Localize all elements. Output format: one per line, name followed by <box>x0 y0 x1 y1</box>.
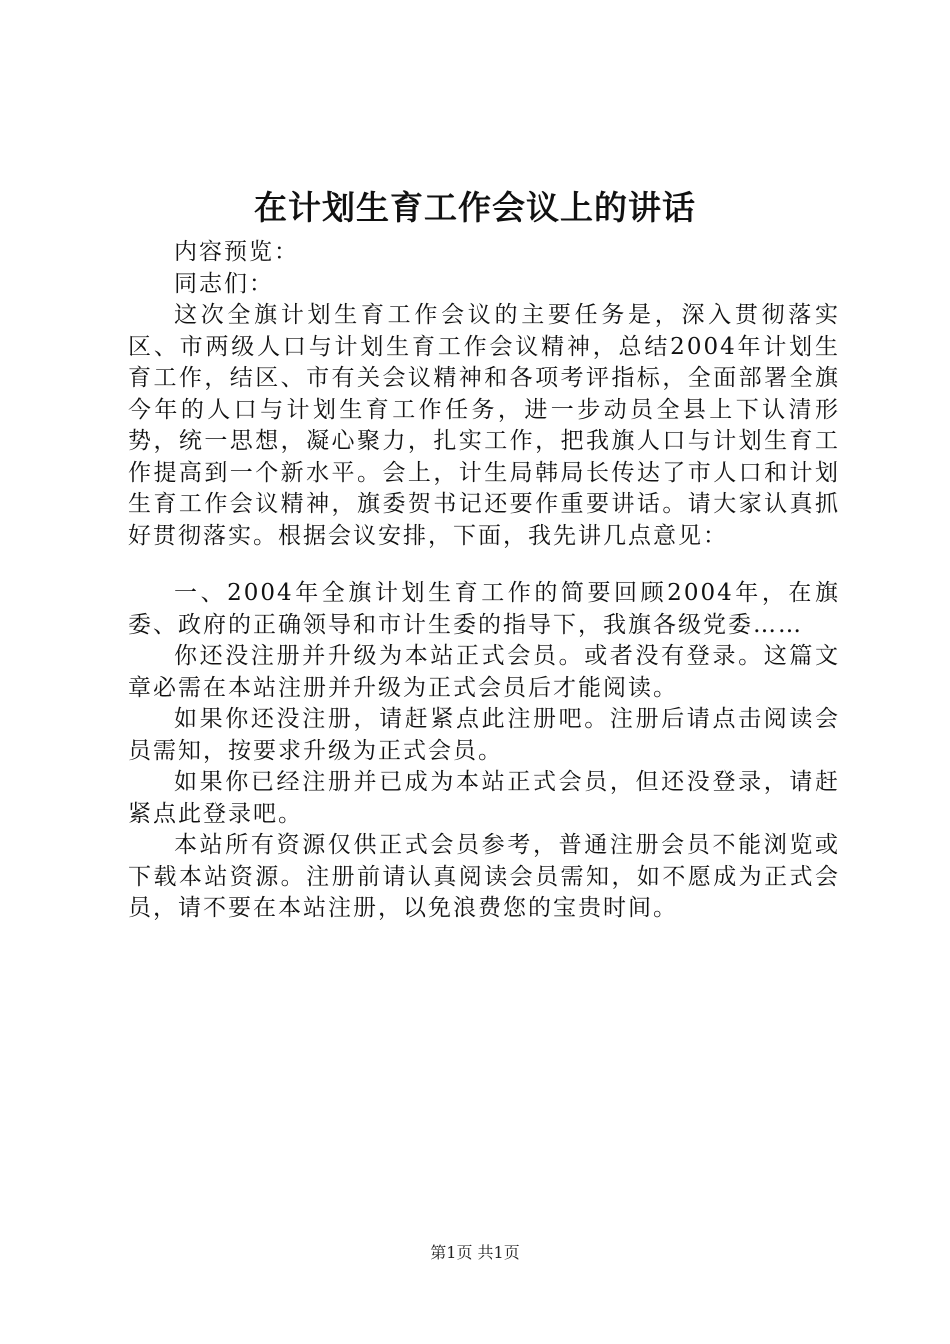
document-title: 在计划生育工作会议上的讲话 <box>254 188 696 227</box>
paragraph-intro: 这次全旗计划生育工作会议的主要任务是，深入贯彻落实区、市两级人口与计划生育工作会议精神，总结2004年计划生育工作，结区、市有关会议精神和各项考评指标，全面部署全旗今年的人口与计划生育工作任务，进一步动员全县上下认清形势，统一思想，凝心聚力，扎实工作，把我旗人口与计划生育工作提高到一个新水平。会上，计生局韩局长传达了市人口和计划生育工作会议精神，旗委贺书记还要作重要讲话。请大家认真抓好贯彻落实。根据会议安排，下面，我先讲几点意见： <box>128 302 840 549</box>
paragraph-resource-notice: 本站所有资源仅供正式会员参考，普通注册会员不能浏览或下载本站资源。注册前请认真阅读会员需知，如不愿成为正式会员，请不要在本站注册，以免浪费您的宝贵时间。 <box>128 832 840 921</box>
paragraph-login-notice: 如果你已经注册并已成为本站正式会员，但还没登录，请赶紧点此登录吧。 <box>128 769 840 827</box>
document-body <box>128 237 840 925</box>
paragraph-review: 一、2004年全旗计划生育工作的简要回顾2004年，在旗委、政府的正确领导和市计生委的指导下，我旗各级党委…… <box>128 580 840 638</box>
paragraph-preview-label: 内容预览： <box>174 239 299 265</box>
paragraph-salutation: 同志们： <box>174 270 274 297</box>
paragraph-membership-notice: 你还没注册并升级为本站正式会员。或者没有登录。这篇文章必需在本站注册并升级为正式会员后才能阅读。 <box>128 643 840 701</box>
paragraph-register-notice: 如果你还没注册，请赶紧点此注册吧。注册后请点击阅读会员需知，按要求升级为正式会员。 <box>128 706 840 764</box>
page-footer: 第1页 共1页 <box>430 1243 520 1262</box>
